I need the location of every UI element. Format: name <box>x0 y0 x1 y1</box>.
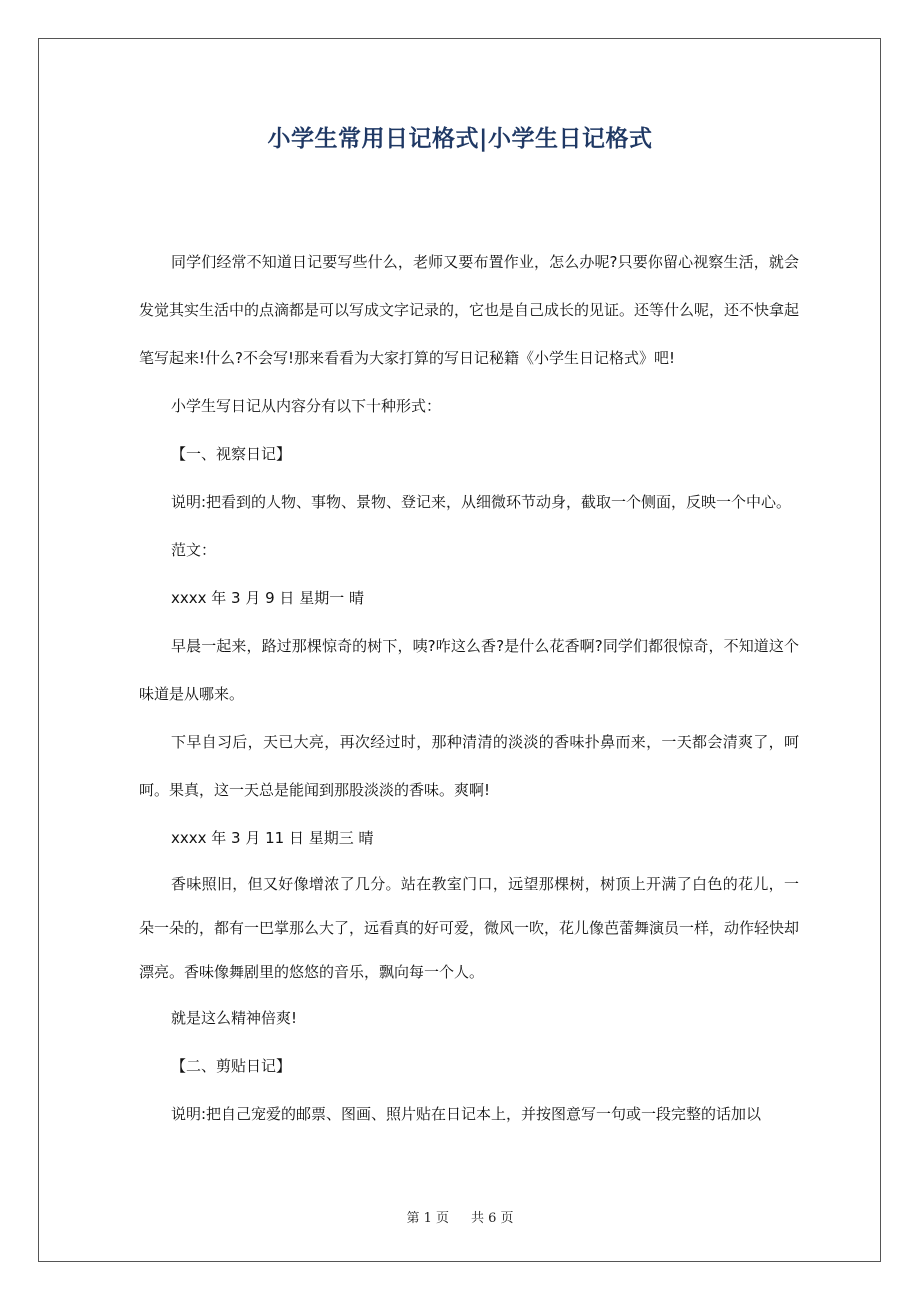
diary-date-2: xxxx 年 3 月 11 日 星期三 晴 <box>171 829 374 847</box>
paragraph-diary-2a: 香味照旧，但又好像增浓了几分。站在教室门口，远望那棵树，树顶上开满了白色的花儿，一朵一朵的，都有一巴掌那么大了，远看真的好可爱，微风一吹，花儿像芭蕾舞演员一样，动作轻快却漂亮。香味像舞剧里的悠悠的音乐，飘向每一个人。 <box>139 875 800 981</box>
paragraph-explanation-1: 说明:把看到的人物、事物、景物、登记来，从细微环节动身，截取一个侧面，反映一个中心。 <box>171 493 792 511</box>
paragraph-intro: 同学们经常不知道日记要写些什么，老师又要布置作业，怎么办呢?只要你留心视察生活，就会发觉其实生活中的点滴都是可以写成文字记录的，它也是自己成长的见证。还等什么呢，还不快拿起笔写起来!什么?不会写!那来看看为大家打算的写日记秘籍《小学生日记格式》吧! <box>139 253 800 367</box>
page-number: 第 1 页 <box>406 1211 449 1226</box>
page-footer <box>0 1207 920 1226</box>
diary-date-1: xxxx 年 3 月 9 日 星期一 晴 <box>171 589 364 607</box>
paragraph-diary-1b: 下早自习后，天已大亮，再次经过时，那种清清的淡淡的香味扑鼻而来，一天都会清爽了，呵呵。果真，这一天总是能闻到那股淡淡的香味。爽啊! <box>139 733 799 799</box>
document-title: 小学生常用日记格式|小学生日记格式 <box>267 126 653 152</box>
paragraph-forms: 小学生写日记从内容分有以下十种形式： <box>171 397 442 415</box>
section-heading-observation: 【一、视察日记】 <box>171 445 292 463</box>
paragraph-diary-1a: 早晨一起来，路过那棵惊奇的树下，咦?咋这么香?是什么花香啊?同学们都很惊奇，不知道这个味道是从哪来。 <box>139 637 799 703</box>
paragraph-example-label: 范文： <box>171 541 217 559</box>
document-body <box>139 238 799 1138</box>
page-total: 共 6 页 <box>471 1211 514 1226</box>
section-heading-clipping: 【二、剪贴日记】 <box>171 1057 292 1075</box>
paragraph-diary-2b: 就是这么精神倍爽! <box>171 1009 298 1027</box>
paragraph-explanation-2: 说明:把自己宠爱的邮票、图画、照片贴在日记本上，并按图意写一句或一段完整的话加以 <box>171 1105 762 1123</box>
